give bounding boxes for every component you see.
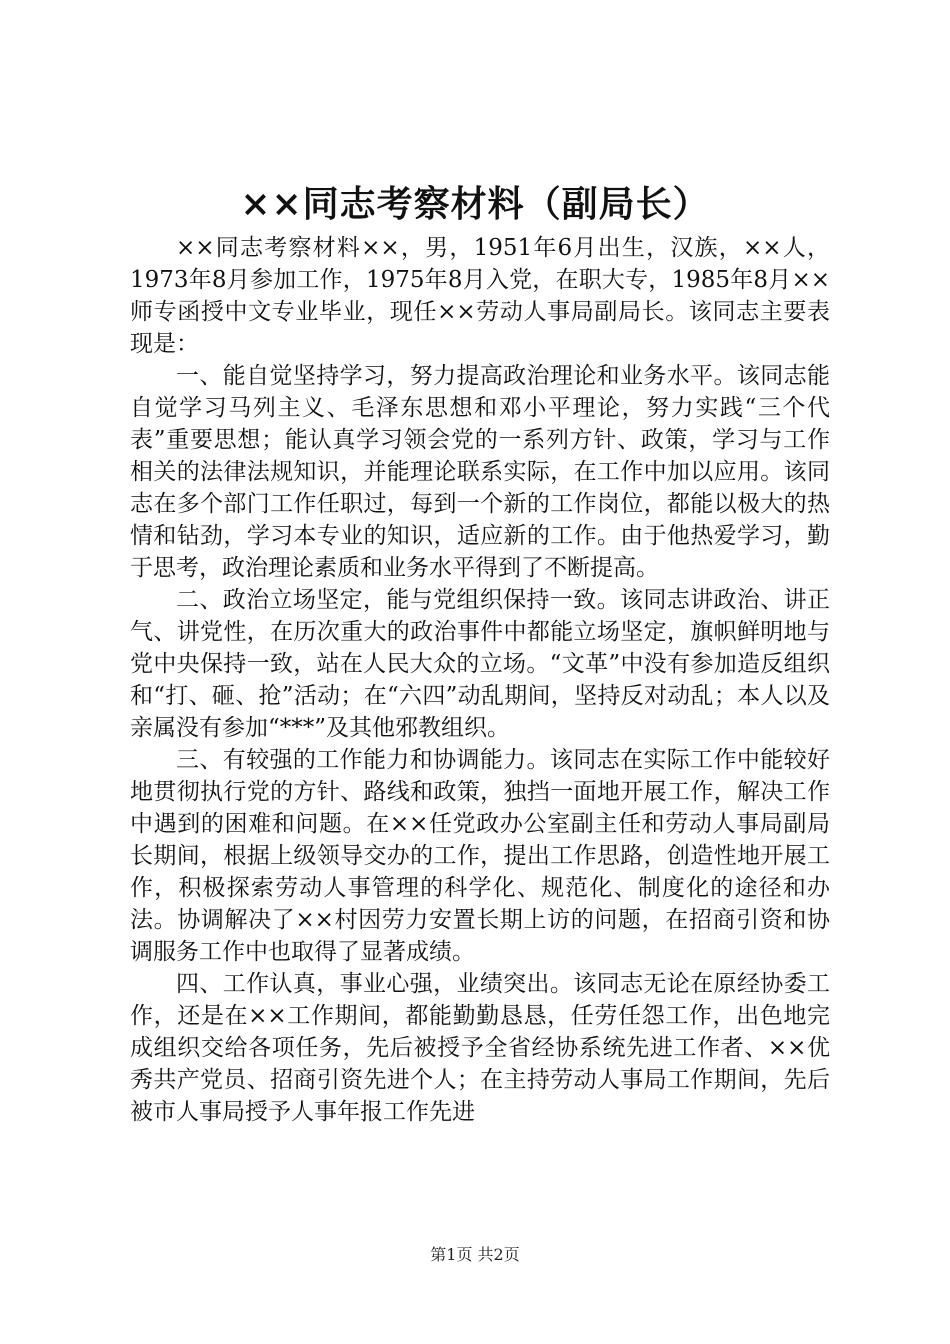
paragraph-study: 一、能自觉坚持学习，努力提高政治理论和业务水平。该同志能自觉学习马列主义、毛泽东思想和邓小平理论，努力实践“三个代表”重要思想；能认真学习领会党的一系列方针、政策，学习与工作相关的法律法规知识，并能理论联系实际，在工作中加以应用。该同志在多个部门工作任职过，每到一个新的工作岗位，都能以极大的热情和钻劲，学习本专业的知识，适应新的工作。由于他热爱学习，勤于思考，政治理论素质和业务水平得到了不断提高。 — [130, 363, 830, 581]
document-body — [130, 232, 830, 1128]
paragraph-achievements: 四、工作认真，事业心强，业绩突出。该同志无论在原经协委工作，还是在××工作期间，都能勤勤恳恳，任劳任怨工作，出色地完成组织交给各项任务，先后被授予全省经协系统先进工作者、××优秀共产党员、招商引资先进个人；在主持劳动人事局工作期间，先后被市人事局授予人事年报工作先进 — [130, 971, 830, 1125]
page-number-footer: 第1页 共2页 — [430, 1245, 520, 1264]
document-title: ××同志考察材料（副局长） — [240, 183, 710, 225]
paragraph-intro: ××同志考察材料××，男，1951年6月出生，汉族，××人，1973年8月参加工作，1975年8月入党，在职大专，1985年8月××师专函授中文专业毕业，现任××劳动人事局副局长。该同志主要表现是： — [130, 235, 830, 357]
paragraph-work-ability: 三、有较强的工作能力和协调能力。该同志在实际工作中能较好地贯彻执行党的方针、路线和政策，独挡一面地开展工作，解决工作中遇到的困难和问题。在××任党政办公室副主任和劳动人事局副局长期间，根据上级领导交办的工作，提出工作思路，创造性地开展工作，积极探索劳动人事管理的科学化、规范化、制度化的途径和办法。协调解决了××村因劳力安置长期上访的问题，在招商引资和协调服务工作中也取得了显著成绩。 — [130, 747, 830, 965]
paragraph-political-stance: 二、政治立场坚定，能与党组织保持一致。该同志讲政治、讲正气、讲党性，在历次重大的政治事件中都能立场坚定，旗帜鲜明地与党中央保持一致，站在人民大众的立场。“文革”中没有参加造反组织和“打、砸、抢”活动；在“六四”动乱期间，坚持反对动乱；本人以及亲属没有参加“***”及其他邪教组织。 — [130, 587, 830, 741]
